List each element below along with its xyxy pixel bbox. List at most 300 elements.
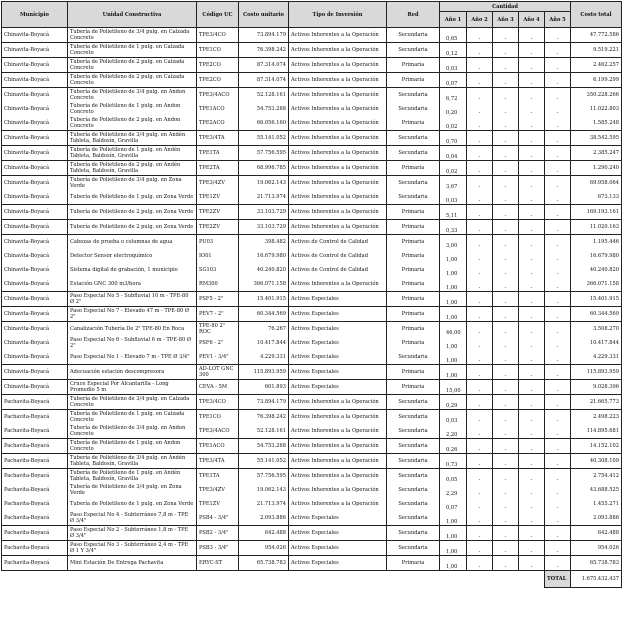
cantidad-anio-1-cell: 1,00 [440,307,467,322]
red-cell: Secundaria [387,469,440,484]
unidad-constructiva-cell: Paso Especial No 3 - Subterráneo 2,4 m - TPE Ø 1 Y 3/4" [68,541,197,556]
tipo-inversion-cell: Activos Inherentes a la Operación [289,220,387,235]
cantidad-anio-1-cell: 1,00 [440,263,467,277]
cantidad-anio-2-cell: - [467,161,493,176]
costo-unitario-cell: 398.482 [239,235,289,250]
tipo-inversion-cell: Activos Inherentes a la Operación [289,483,387,497]
unidad-constructiva-cell: Tubería de Polietileno de 2 pulg. en Calzada Concreto [68,73,197,88]
cantidad-anio-3-cell: - [493,322,519,337]
cantidad-anio-4-cell: - [519,249,545,263]
costo-total-cell: 11.020.163 [571,220,622,235]
cantidad-anio-2-cell: - [467,410,493,425]
municipio-cell: Chinavita-Boyacá [2,277,68,292]
header-unidad-constructiva: Unidad Constructiva [68,2,197,28]
unidad-constructiva-cell: Tubería de Polietileno de 2 pulg. en Zona Verde [68,220,197,235]
codigo-uc-cell: TPE1CO [197,43,239,58]
municipio-cell: Chinavita-Boyacá [2,146,68,161]
cantidad-anio-3-cell: - [493,28,519,43]
costo-total-cell: 954.026 [571,541,622,556]
unidad-constructiva-cell: Tubería de Polietileno de 1 pulg. en Andén Tableta, Baldosín, Gravilla [68,469,197,484]
red-cell: Primaria [387,73,440,88]
tipo-inversion-cell: Activos Inherentes a la Operación [289,28,387,43]
cantidad-anio-4-cell: - [519,73,545,88]
municipio-cell: Chinavita-Boyacá [2,249,68,263]
cantidad-anio-5-cell: - [545,395,571,410]
total-value: 1.675.432.437 [571,571,622,588]
cantidad-anio-2-cell: - [467,454,493,469]
cantidad-anio-1-cell: 1,00 [440,541,467,556]
cantidad-anio-3-cell: - [493,497,519,511]
red-cell: Secundaria [387,176,440,191]
unidad-constructiva-cell: Tubería de Polietileno de 3/4 pulg. en Calzada Concreto [68,28,197,43]
cantidad-anio-1-cell: 2,20 [440,424,467,439]
cantidad-anio-3-cell: - [493,131,519,146]
municipio-cell: Pachavita-Boyacá [2,424,68,439]
costo-total-cell: 47.772.586 [571,28,622,43]
municipio-cell: Chinavita-Boyacá [2,350,68,365]
costo-total-cell: 69.958.064 [571,176,622,191]
unidad-constructiva-cell: Cabezas de prueba o columnas de agua [68,235,197,250]
header-anio-4: Año 4 [519,12,545,28]
cantidad-anio-2-cell: - [467,131,493,146]
cantidad-anio-4-cell: - [519,28,545,43]
municipio-cell: Chinavita-Boyacá [2,336,68,350]
unidad-constructiva-cell: Tubería de Polietileno de 1 pulg. en Calzada Concreto [68,43,197,58]
table-header [2,2,622,28]
cantidad-anio-5-cell: - [545,454,571,469]
red-cell: Secundaria [387,28,440,43]
header-anio-3: Año 3 [493,12,519,28]
cantidad-anio-5-cell: - [545,380,571,395]
municipio-cell: Pachavita-Boyacá [2,556,68,571]
red-cell: Primaria [387,161,440,176]
unidad-constructiva-cell: Tubería de Polietileno de 3/4 pulg. en Andon Concreto [68,424,197,439]
tipo-inversion-cell: Activos Especiales [289,322,387,337]
costo-total-cell: 1.195.446 [571,235,622,250]
costo-unitario-cell: 601.893 [239,380,289,395]
table-row [2,235,622,250]
cantidad-anio-3-cell: - [493,190,519,205]
municipio-cell: Chinavita-Boyacá [2,190,68,205]
tipo-inversion-cell: Activos de Control de Calidad [289,263,387,277]
red-cell: Primaria [387,263,440,277]
cantidad-anio-5-cell: - [545,292,571,307]
unidad-constructiva-cell: Tubería de Polietileno de 3/4 pulg. en Zona Verde [68,176,197,191]
codigo-uc-cell: TPE3/4CO [197,395,239,410]
red-cell: Secundaria [387,497,440,511]
codigo-uc-cell: TPE3/4TA [197,131,239,146]
cantidad-anio-5-cell: - [545,235,571,250]
cantidad-anio-5-cell: - [545,58,571,73]
total-row [2,571,622,588]
cantidad-anio-2-cell: - [467,73,493,88]
codigo-uc-cell: IO01 [197,249,239,263]
cantidad-anio-3-cell: - [493,307,519,322]
cantidad-anio-1-cell: 0,29 [440,395,467,410]
cantidad-anio-1-cell: 15,00 [440,380,467,395]
table-row [2,263,622,277]
tipo-inversion-cell: Activos Especiales [289,292,387,307]
unidad-constructiva-cell: Tubería de Polietileno de 3/4 pulg. en Andén Tableta, Baldosín, Gravilla [68,454,197,469]
tipo-inversion-cell: Activos Especiales [289,556,387,571]
municipio-cell: Chinavita-Boyacá [2,235,68,250]
unidad-constructiva-cell: Detector Sensor electroquímico [68,249,197,263]
codigo-uc-cell: PSB2 - 3/4" [197,526,239,541]
red-cell: Secundaria [387,511,440,526]
red-cell: Primaria [387,307,440,322]
table-row [2,102,622,116]
red-cell: Primaria [387,116,440,131]
cantidad-anio-2-cell: - [467,43,493,58]
cantidad-anio-5-cell: - [545,469,571,484]
cantidad-anio-2-cell: - [467,235,493,250]
table-row [2,161,622,176]
unidad-constructiva-cell: Tubería de Polietileno de 1 pulg. en Andon Concreto [68,102,197,116]
cantidad-anio-5-cell: - [545,28,571,43]
tipo-inversion-cell: Activos Inherentes a la Operación [289,454,387,469]
cantidad-anio-1-cell: 0,03 [440,58,467,73]
cantidad-anio-1-cell: 2,29 [440,483,467,497]
cantidad-anio-5-cell: - [545,497,571,511]
cantidad-anio-2-cell: - [467,102,493,116]
table-row [2,190,622,205]
cantidad-anio-3-cell: - [493,176,519,191]
costo-total-cell: 3.508.270 [571,322,622,337]
codigo-uc-cell: TPE3/4ACO [197,424,239,439]
cantidad-anio-3-cell: - [493,146,519,161]
cantidad-anio-5-cell: - [545,146,571,161]
municipio-cell: Chinavita-Boyacá [2,102,68,116]
cantidad-anio-2-cell: - [467,322,493,337]
header-tipo-inversion: Tipo de Inversión [289,2,387,28]
cantidad-anio-2-cell: - [467,483,493,497]
municipio-cell: Chinavita-Boyacá [2,58,68,73]
cantidad-anio-3-cell: - [493,58,519,73]
municipio-cell: Pachavita-Boyacá [2,439,68,454]
costo-unitario-cell: 76.267 [239,322,289,337]
municipio-cell: Pachavita-Boyacá [2,410,68,425]
municipio-cell: Pachavita-Boyacá [2,526,68,541]
tipo-inversion-cell: Activos Especiales [289,380,387,395]
red-cell: Secundaria [387,454,440,469]
municipio-cell: Chinavita-Boyacá [2,322,68,337]
costo-total-cell: 350.228.266 [571,88,622,103]
unidad-constructiva-cell: Tubería de Polietileno de 2 pulg. en Calzada Concreto [68,58,197,73]
header-red: Red [387,2,440,28]
codigo-uc-cell: TPE1ACO [197,102,239,116]
header-anio-5: Año 5 [545,12,571,28]
red-cell: Primaria [387,292,440,307]
codigo-uc-cell: TPE-80 2" ROC [197,322,239,337]
table-row [2,541,622,556]
municipio-cell: Chinavita-Boyacá [2,88,68,103]
cantidad-anio-1-cell: 0,26 [440,439,467,454]
cantidad-anio-4-cell: - [519,58,545,73]
red-cell: Secundaria [387,483,440,497]
codigo-uc-cell: PEV1 - 3/4" [197,350,239,365]
cantidad-anio-3-cell: - [493,541,519,556]
red-cell: Primaria [387,336,440,350]
tipo-inversion-cell: Activos Inherentes a la Operación [289,88,387,103]
tipo-inversion-cell: Activos Inherentes a la Operación [289,116,387,131]
costo-total-cell: 642.488 [571,526,622,541]
cantidad-anio-5-cell: - [545,73,571,88]
cantidad-anio-4-cell: - [519,424,545,439]
costo-unitario-cell: 87.314.074 [239,58,289,73]
cantidad-anio-2-cell: - [467,380,493,395]
cantidad-anio-2-cell: - [467,395,493,410]
unidad-constructiva-cell: Tubería de Polietileno de 2 pulg. en Andén Tableta, Baldosín, Gravilla [68,161,197,176]
cantidad-anio-5-cell: - [545,322,571,337]
red-cell: Secundaria [387,88,440,103]
cantidad-anio-5-cell: - [545,541,571,556]
red-cell: Primaria [387,58,440,73]
red-cell: Secundaria [387,190,440,205]
municipio-cell: Chinavita-Boyacá [2,43,68,58]
unidad-constructiva-cell: Sistema digital de grabación, 1 municipio [68,263,197,277]
table-row [2,526,622,541]
cantidad-anio-1-cell: 0,03 [440,190,467,205]
cantidad-anio-4-cell: - [519,43,545,58]
red-cell: Primaria [387,249,440,263]
cantidad-anio-1-cell: 1,00 [440,292,467,307]
tipo-inversion-cell: Activos de Control de Calidad [289,249,387,263]
table-row [2,176,622,191]
cantidad-anio-4-cell: - [519,469,545,484]
codigo-uc-cell: PSB3 - 3/4" [197,541,239,556]
cantidad-anio-2-cell: - [467,292,493,307]
municipio-cell: Pachavita-Boyacá [2,483,68,497]
tipo-inversion-cell: Activos Especiales [289,526,387,541]
unidad-constructiva-cell: Canalización Tubería De 2" TPE-80 En Roca [68,322,197,337]
municipio-cell: Chinavita-Boyacá [2,73,68,88]
costo-unitario-cell: 21.713.974 [239,497,289,511]
table-row [2,439,622,454]
cost-table [1,1,622,588]
cantidad-anio-1-cell: 1,00 [440,365,467,380]
codigo-uc-cell: TPE1ZV [197,190,239,205]
table-row [2,424,622,439]
costo-total-cell: 21.665.773 [571,395,622,410]
municipio-cell: Chinavita-Boyacá [2,307,68,322]
costo-total-cell: 40.240.820 [571,263,622,277]
codigo-uc-cell: TPE3/4TA [197,454,239,469]
cantidad-anio-4-cell: - [519,307,545,322]
costo-total-cell: 115.893.959 [571,365,622,380]
tipo-inversion-cell: Activos Inherentes a la Operación [289,190,387,205]
unidad-constructiva-cell: Paso Especial No 6 - Subfluvial 6 m - TPE-80 Ø 2" [68,336,197,350]
tipo-inversion-cell: Activos Inherentes a la Operación [289,131,387,146]
unidad-constructiva-cell: Tubería de Polietileno de 3/4 pulg. en Andon Concreto [68,88,197,103]
codigo-uc-cell: TPE3/4ZV [197,176,239,191]
tipo-inversion-cell: Activos Inherentes a la Operación [289,58,387,73]
costo-total-cell: 11.022.803 [571,102,622,116]
cantidad-anio-3-cell: - [493,220,519,235]
red-cell: Secundaria [387,541,440,556]
costo-unitario-cell: 366.071.158 [239,277,289,292]
cantidad-anio-3-cell: - [493,380,519,395]
table-row [2,249,622,263]
table-row [2,116,622,131]
red-cell: Primaria [387,556,440,571]
cantidad-anio-3-cell: - [493,556,519,571]
cantidad-anio-3-cell: - [493,116,519,131]
tipo-inversion-cell: Activos Inherentes a la Operación [289,410,387,425]
table-row [2,350,622,365]
codigo-uc-cell: PSB4 - 3/4" [197,511,239,526]
unidad-constructiva-cell: Cruce Especial Por Alcantarilla - Long Promedio 5 m [68,380,197,395]
table-row [2,220,622,235]
unidad-constructiva-cell: Tubería de Polietileno de 1 pulg. en Zona Verde [68,190,197,205]
cantidad-anio-2-cell: - [467,439,493,454]
municipio-cell: Chinavita-Boyacá [2,380,68,395]
red-cell: Primaria [387,235,440,250]
header-anio-1: Año 1 [440,12,467,28]
unidad-constructiva-cell: Paso Especial No 1 - Elevado 7 m - TPE Ø 3/4" [68,350,197,365]
cantidad-anio-1-cell: 0,05 [440,469,467,484]
municipio-cell: Pachavita-Boyacá [2,541,68,556]
costo-unitario-cell: 33.103.729 [239,220,289,235]
codigo-uc-cell: ERYC-ST [197,556,239,571]
table-body [2,28,622,571]
cantidad-anio-1-cell: 1,00 [440,277,467,292]
cantidad-anio-5-cell: - [545,176,571,191]
cantidad-anio-3-cell: - [493,43,519,58]
unidad-constructiva-cell: Tubería de Polietileno de 3/4 pulg. en Calzada Concreto [68,395,197,410]
codigo-uc-cell: TPE1TA [197,146,239,161]
cantidad-anio-4-cell: - [519,131,545,146]
tipo-inversion-cell: Activos Inherentes a la Operación [289,395,387,410]
red-cell: Primaria [387,380,440,395]
cantidad-anio-4-cell: - [519,483,545,497]
costo-total-cell: 43.688.525 [571,483,622,497]
costo-unitario-cell: 54.753.268 [239,102,289,116]
red-cell: Primaria [387,220,440,235]
cantidad-anio-4-cell: - [519,190,545,205]
table-row [2,292,622,307]
costo-unitario-cell: 68.996.785 [239,161,289,176]
cantidad-anio-1-cell: 1,00 [440,249,467,263]
cantidad-anio-4-cell: - [519,116,545,131]
codigo-uc-cell: PEV7 - 2" [197,307,239,322]
costo-unitario-cell: 65.738.783 [239,556,289,571]
costo-unitario-cell: 73.894.179 [239,28,289,43]
municipio-cell: Chinavita-Boyacá [2,220,68,235]
unidad-constructiva-cell: Tubería de Polietileno de 1 pulg. en Calzada Concreto [68,410,197,425]
cantidad-anio-5-cell: - [545,526,571,541]
cantidad-anio-1-cell: 46,00 [440,322,467,337]
total-label: TOTAL [545,571,571,588]
cantidad-anio-1-cell: 6,72 [440,88,467,103]
cantidad-anio-2-cell: - [467,249,493,263]
codigo-uc-cell: PSF6 - 2" [197,336,239,350]
unidad-constructiva-cell: Tubería de Polietileno de 2 pulg. en Zona Verde [68,205,197,220]
tipo-inversion-cell: Activos Especiales [289,365,387,380]
cantidad-anio-4-cell: - [519,439,545,454]
municipio-cell: Chinavita-Boyacá [2,131,68,146]
cantidad-anio-2-cell: - [467,541,493,556]
costo-total-cell: 2.754.412 [571,469,622,484]
costo-total-cell: 14.152.102 [571,439,622,454]
tipo-inversion-cell: Activos Especiales [289,511,387,526]
cantidad-anio-4-cell: - [519,410,545,425]
table-row [2,511,622,526]
table-row [2,336,622,350]
costo-total-cell: 4.229.331 [571,350,622,365]
tipo-inversion-cell: Activos Inherentes a la Operación [289,73,387,88]
cantidad-anio-3-cell: - [493,249,519,263]
cantidad-anio-3-cell: - [493,292,519,307]
tipo-inversion-cell: Activos Especiales [289,336,387,350]
cantidad-anio-3-cell: - [493,263,519,277]
costo-total-cell: 366.071.158 [571,277,622,292]
cantidad-anio-5-cell: - [545,190,571,205]
red-cell: Primaria [387,322,440,337]
cantidad-anio-1-cell: 0,12 [440,43,467,58]
costo-total-cell: 114.895.681 [571,424,622,439]
table-row [2,146,622,161]
table-row [2,28,622,43]
cantidad-anio-1-cell: 5,11 [440,205,467,220]
cantidad-anio-5-cell: - [545,307,571,322]
cantidad-anio-2-cell: - [467,205,493,220]
table-row [2,58,622,73]
table-row [2,497,622,511]
municipio-cell: Pachavita-Boyacá [2,454,68,469]
costo-total-cell: 15.401.915 [571,292,622,307]
tipo-inversion-cell: Activos Inherentes a la Operación [289,176,387,191]
cantidad-anio-1-cell: 0,02 [440,116,467,131]
costo-unitario-cell: 55.141.052 [239,454,289,469]
municipio-cell: Chinavita-Boyacá [2,205,68,220]
cantidad-anio-3-cell: - [493,395,519,410]
unidad-constructiva-cell: Tubería de Polietileno de 3/4 pulg. en Andén Tableta, Baldosín, Gravilla [68,131,197,146]
cantidad-anio-1-cell: 1,00 [440,556,467,571]
table-row [2,88,622,103]
cantidad-anio-4-cell: - [519,526,545,541]
costo-unitario-cell: 57.756.595 [239,469,289,484]
cantidad-anio-5-cell: - [545,102,571,116]
unidad-constructiva-cell: Paso Especial No 5 - Subfluvial 10 m - TPE-80 Ø 2" [68,292,197,307]
cantidad-anio-2-cell: - [467,58,493,73]
cantidad-anio-5-cell: - [545,511,571,526]
costo-unitario-cell: 19.062.143 [239,483,289,497]
cantidad-anio-1-cell: 0,70 [440,131,467,146]
codigo-uc-cell: TPE2CO [197,58,239,73]
municipio-cell: Chinavita-Boyacá [2,365,68,380]
cantidad-anio-4-cell: - [519,235,545,250]
cantidad-anio-1-cell: 0,03 [440,410,467,425]
cantidad-anio-4-cell: - [519,556,545,571]
codigo-uc-cell: TPE1ACO [197,439,239,454]
red-cell: Primaria [387,365,440,380]
red-cell: Secundaria [387,395,440,410]
tipo-inversion-cell: Activos Inherentes a la Operación [289,439,387,454]
cantidad-anio-2-cell: - [467,336,493,350]
costo-total-cell: 1.290.240 [571,161,622,176]
table-row [2,73,622,88]
cantidad-anio-3-cell: - [493,277,519,292]
cantidad-anio-4-cell: - [519,395,545,410]
costo-unitario-cell: 73.894.179 [239,395,289,410]
table-row [2,483,622,497]
cantidad-anio-4-cell: - [519,350,545,365]
costo-unitario-cell: 52.128.161 [239,424,289,439]
cantidad-anio-5-cell: - [545,277,571,292]
unidad-constructiva-cell: Estación GNC 300 m3/hora [68,277,197,292]
costo-unitario-cell: 33.103.729 [239,205,289,220]
tipo-inversion-cell: Activos Especiales [289,307,387,322]
